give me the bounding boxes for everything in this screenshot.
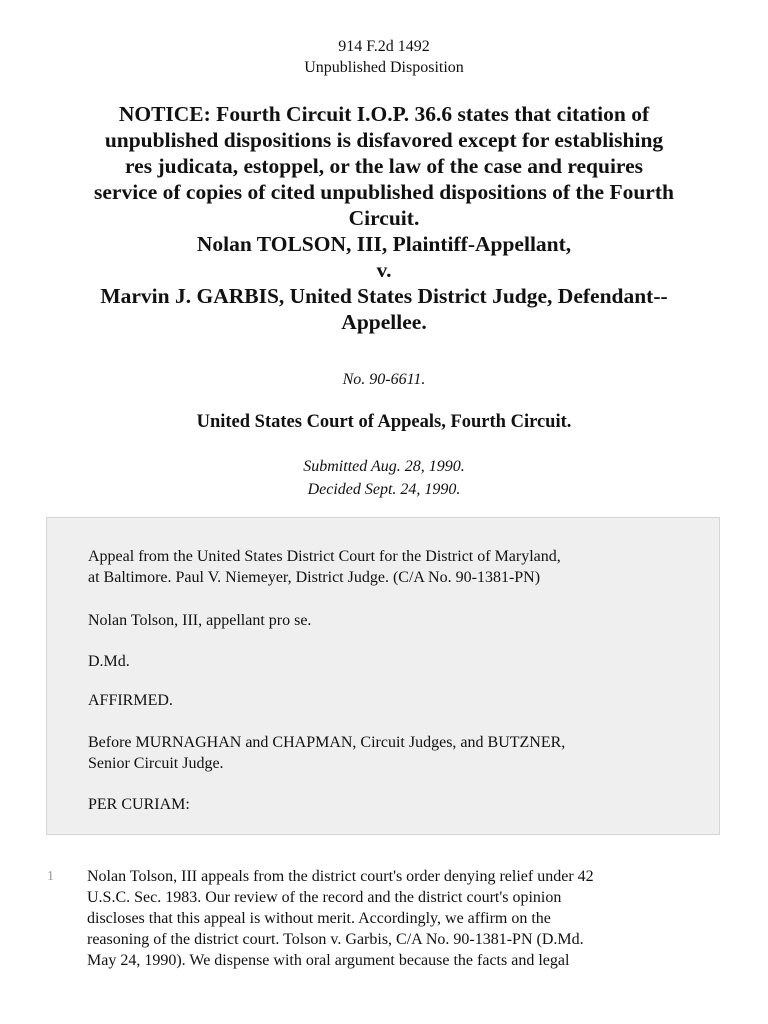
defendant-line: Marvin J. GARBIS, United States District Judge, Defendant-- [100, 284, 668, 308]
appeal-info [88, 546, 698, 588]
panel-line: Before MURNAGHAN and CHAPMAN, Circuit Judges, and BUTZNER, [88, 734, 566, 751]
counsel: Nolan Tolson, III, appellant pro se. [88, 612, 312, 629]
district-abbrev: D.Md. [88, 653, 130, 670]
appeal-line: Appeal from the United States District Court for the District of Maryland, [88, 548, 561, 565]
notice-line: NOTICE: Fourth Circuit I.O.P. 36.6 states that citation of [118, 102, 650, 126]
paragraph-text [87, 866, 727, 971]
paragraph-line: reasoning of the district court. Tolson v. Garbis, C/A No. 90-1381-PN (D.Md. [87, 931, 584, 948]
paragraph-line: U.S.C. Sec. 1983. Our review of the record and the district court's opinion [87, 889, 562, 906]
court-name: United States Court of Appeals, Fourth Circuit. [196, 412, 572, 432]
paragraph-line: Nolan Tolson, III appeals from the district court's order denying relief under 42 [87, 868, 594, 885]
case-dates [0, 455, 768, 501]
paragraph-line: discloses that this appeal is without merit. Accordingly, we affirm on the [87, 910, 551, 927]
notice-line: Circuit. [348, 206, 420, 230]
notice-line: service of copies of cited unpublished dispositions of the Fourth [94, 180, 674, 204]
citation: 914 F.2d 1492 [338, 38, 430, 55]
submitted-date: Submitted Aug. 28, 1990. [303, 458, 465, 475]
plaintiff-line: Nolan TOLSON, III, Plaintiff-Appellant, [196, 232, 572, 256]
disposition-label: Unpublished Disposition [304, 59, 464, 76]
notice-line: res judicata, estoppel, or the law of the case and requires [125, 154, 643, 178]
notice-and-caption [40, 101, 728, 335]
versus-line: v. [376, 258, 392, 282]
panel-line: Senior Circuit Judge. [88, 755, 224, 772]
docket-number: No. 90-6611. [342, 371, 426, 388]
disposition-result: AFFIRMED. [88, 692, 173, 709]
paragraph-number: 1 [47, 869, 54, 884]
per-curiam: PER CURIAM: [88, 796, 190, 813]
case-summary-box [46, 517, 720, 835]
paragraph-line: May 24, 1990). We dispense with oral argument because the facts and legal [87, 952, 570, 969]
decided-date: Decided Sept. 24, 1990. [307, 481, 461, 498]
defendant-line: Appellee. [341, 310, 427, 334]
notice-line: unpublished dispositions is disfavored except for establishing [104, 128, 664, 152]
case-header [0, 36, 768, 78]
panel-judges [88, 732, 698, 774]
appeal-line: at Baltimore. Paul V. Niemeyer, District Judge. (C/A No. 90-1381-PN) [88, 569, 541, 586]
